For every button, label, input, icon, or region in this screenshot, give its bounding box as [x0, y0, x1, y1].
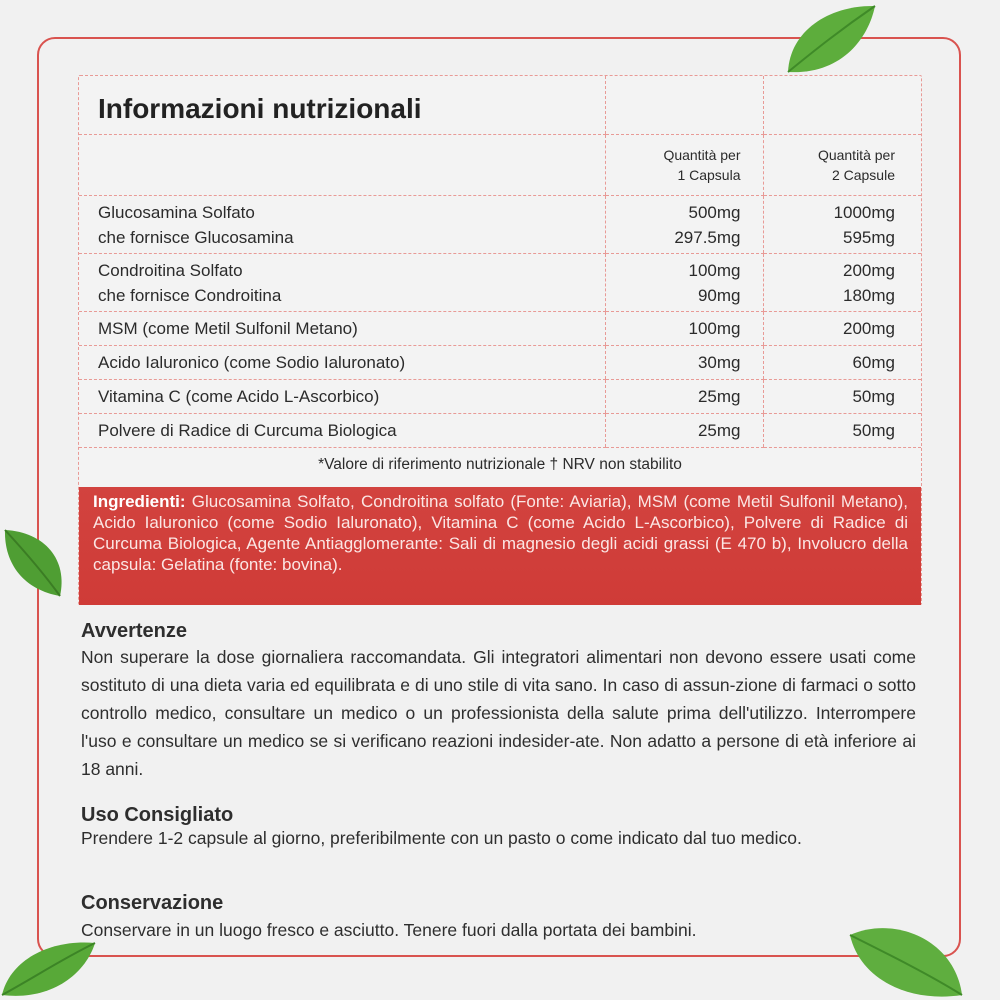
ingredients-box — [79, 487, 921, 605]
row-name: Glucosamina Solfato — [98, 202, 255, 222]
leaf-icon — [0, 520, 70, 600]
table-title-row — [79, 76, 921, 135]
row-value-2: 60mg — [763, 346, 921, 380]
storage-text: Conservare in un luogo fresco e asciutto. Tenere fuori dalla portata dei bambini. — [81, 920, 697, 940]
row-value-2: 50mg — [763, 414, 921, 448]
row-value-2: 50mg — [763, 380, 921, 414]
row-subvalue-2: 180mg — [843, 285, 895, 305]
table-row — [79, 380, 921, 414]
warnings-title: Avvertenze — [81, 620, 187, 642]
table-row — [79, 312, 921, 346]
row-value-1: 30mg — [605, 346, 763, 380]
ingredients-text: Glucosamina Solfato, Condroitina solfato (Fonte: Aviaria), MSM (come Metil Sulfonil Metano), Acido Ialuronico (come Sodio Ialuronato), Vitamina C (come Acido L-Ascorbico), Polvere di Radice di Curcuma Biologica, Agente Antiagglomerante: Sali di magnesio degli acidi grassi (E 470 b), Involucro della capsula: Gelatina (fonte: bovina). — [93, 492, 908, 574]
nutrition-table — [79, 76, 921, 448]
row-value-2: 200mg — [843, 260, 895, 280]
table-footnote: *Valore di riferimento nutrizionale † NRV non stabilito — [318, 456, 682, 473]
row-value-1: 500mg — [688, 202, 741, 222]
usage-section — [81, 803, 916, 850]
row-value-2: 200mg — [763, 312, 921, 346]
usage-text: Prendere 1-2 capsule al giorno, preferibilmente con un pasto o come indicato dal tuo medico. — [81, 828, 802, 848]
row-value-1: 25mg — [605, 380, 763, 414]
nutrition-card — [78, 75, 922, 605]
usage-title: Uso Consigliato — [81, 804, 234, 826]
row-name: MSM (come Metil Sulfonil Metano) — [79, 312, 605, 346]
row-name: Condroitina Solfato — [98, 260, 243, 280]
leaf-icon — [780, 0, 880, 80]
row-subname: che fornisce Condroitina — [98, 285, 282, 305]
warnings-section — [81, 619, 916, 783]
table-row — [79, 196, 921, 254]
row-subvalue-2: 595mg — [843, 227, 895, 247]
row-value-1: 100mg — [688, 260, 741, 280]
row-value-1: 25mg — [605, 414, 763, 448]
table-row — [79, 346, 921, 380]
storage-title: Conservazione — [81, 892, 224, 914]
row-name: Vitamina C (come Acido L-Ascorbico) — [79, 380, 605, 414]
ingredients-label: Ingredienti: — [93, 492, 186, 511]
table-row — [79, 254, 921, 312]
table-row — [79, 414, 921, 448]
table-title: Informazioni nutrizionali — [98, 93, 422, 124]
warnings-text: Non superare la dose giornaliera raccomandata. Gli integratori alimentari non devono essere usati come sostituto di una dieta varia ed equilibrata e di uno stile di vita sano. In caso di assun-zione di farmaci o sotto controllo medico, consultare un medico o un professionista della salute prima dell'utilizzo. Interrompere l'uso e consultare un medico se si verificano reazioni indesider-ate. Non adatto a persone di età inferiore ai 18 anni. — [81, 647, 916, 779]
row-value-2: 1000mg — [833, 202, 895, 222]
row-subvalue-1: 90mg — [697, 285, 741, 305]
storage-section — [81, 891, 916, 945]
table-header-row — [79, 135, 921, 196]
row-subname: che fornisce Glucosamina — [98, 227, 294, 247]
row-name: Acido Ialuronico (come Sodio Ialuronato) — [79, 346, 605, 380]
row-subvalue-1: 297.5mg — [674, 227, 741, 247]
row-name: Polvere di Radice di Curcuma Biologica — [79, 414, 605, 448]
column-header-1-capsule: Quantità per 1 Capsula — [605, 135, 763, 196]
row-value-1: 100mg — [605, 312, 763, 346]
column-header-2-capsules: Quantità per 2 Capsule — [763, 135, 921, 196]
